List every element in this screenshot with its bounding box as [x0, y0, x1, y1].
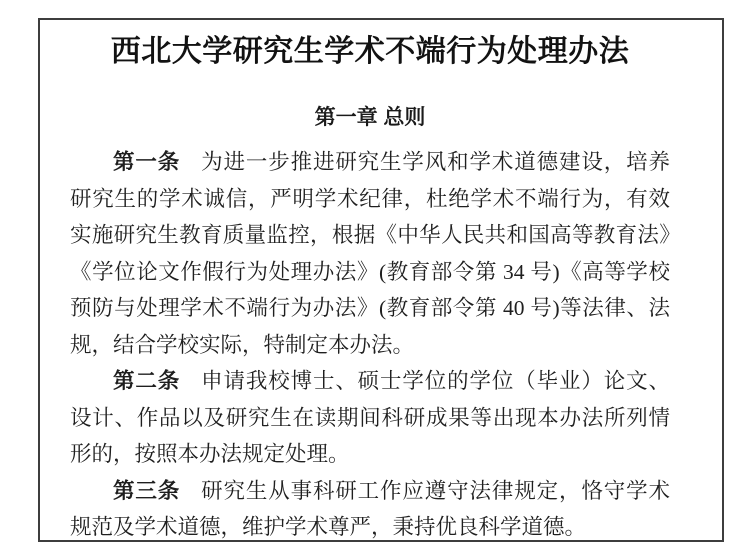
document-frame	[38, 18, 724, 542]
article-label-2: 第二条	[113, 369, 181, 393]
article-text-1: 为进一步推进研究生学风和学术道德建设，培养研究生的学术诚信，严明学术纪律，杜绝学术不端行为，有效实施研究生教育质量监控，根据《中华人民共和国高等教育法》《学位论文作假行为处理办法》(教育部令第 34 号)《高等学校预防与处理学术不端行为办法》(教育部令第 40 号)等法律、法规，结合学校实际，特制定本办法。	[70, 150, 670, 357]
document-body	[70, 144, 670, 546]
chapter-heading: 第一章 总则	[314, 106, 426, 129]
article-text-2: 申请我校博士、硕士学位的学位（毕业）论文、设计、作品以及研究生在读期间科研成果等出现本办法所列情形的，按照本办法规定处理。	[70, 369, 670, 466]
article-paragraph-1	[70, 144, 670, 363]
article-label-3: 第三条	[113, 478, 181, 503]
document-content	[40, 20, 722, 540]
article-text-3: 研究生从事科研工作应遵守法律规定，恪守学术规范及学术道德，维护学术尊严，秉持优良科学道德。	[70, 478, 670, 539]
article-label-1: 第一条	[113, 150, 181, 174]
article-paragraph-2	[70, 363, 670, 473]
article-paragraph-3	[70, 473, 670, 546]
document-title: 西北大学研究生学术不端行为处理办法	[110, 35, 630, 68]
